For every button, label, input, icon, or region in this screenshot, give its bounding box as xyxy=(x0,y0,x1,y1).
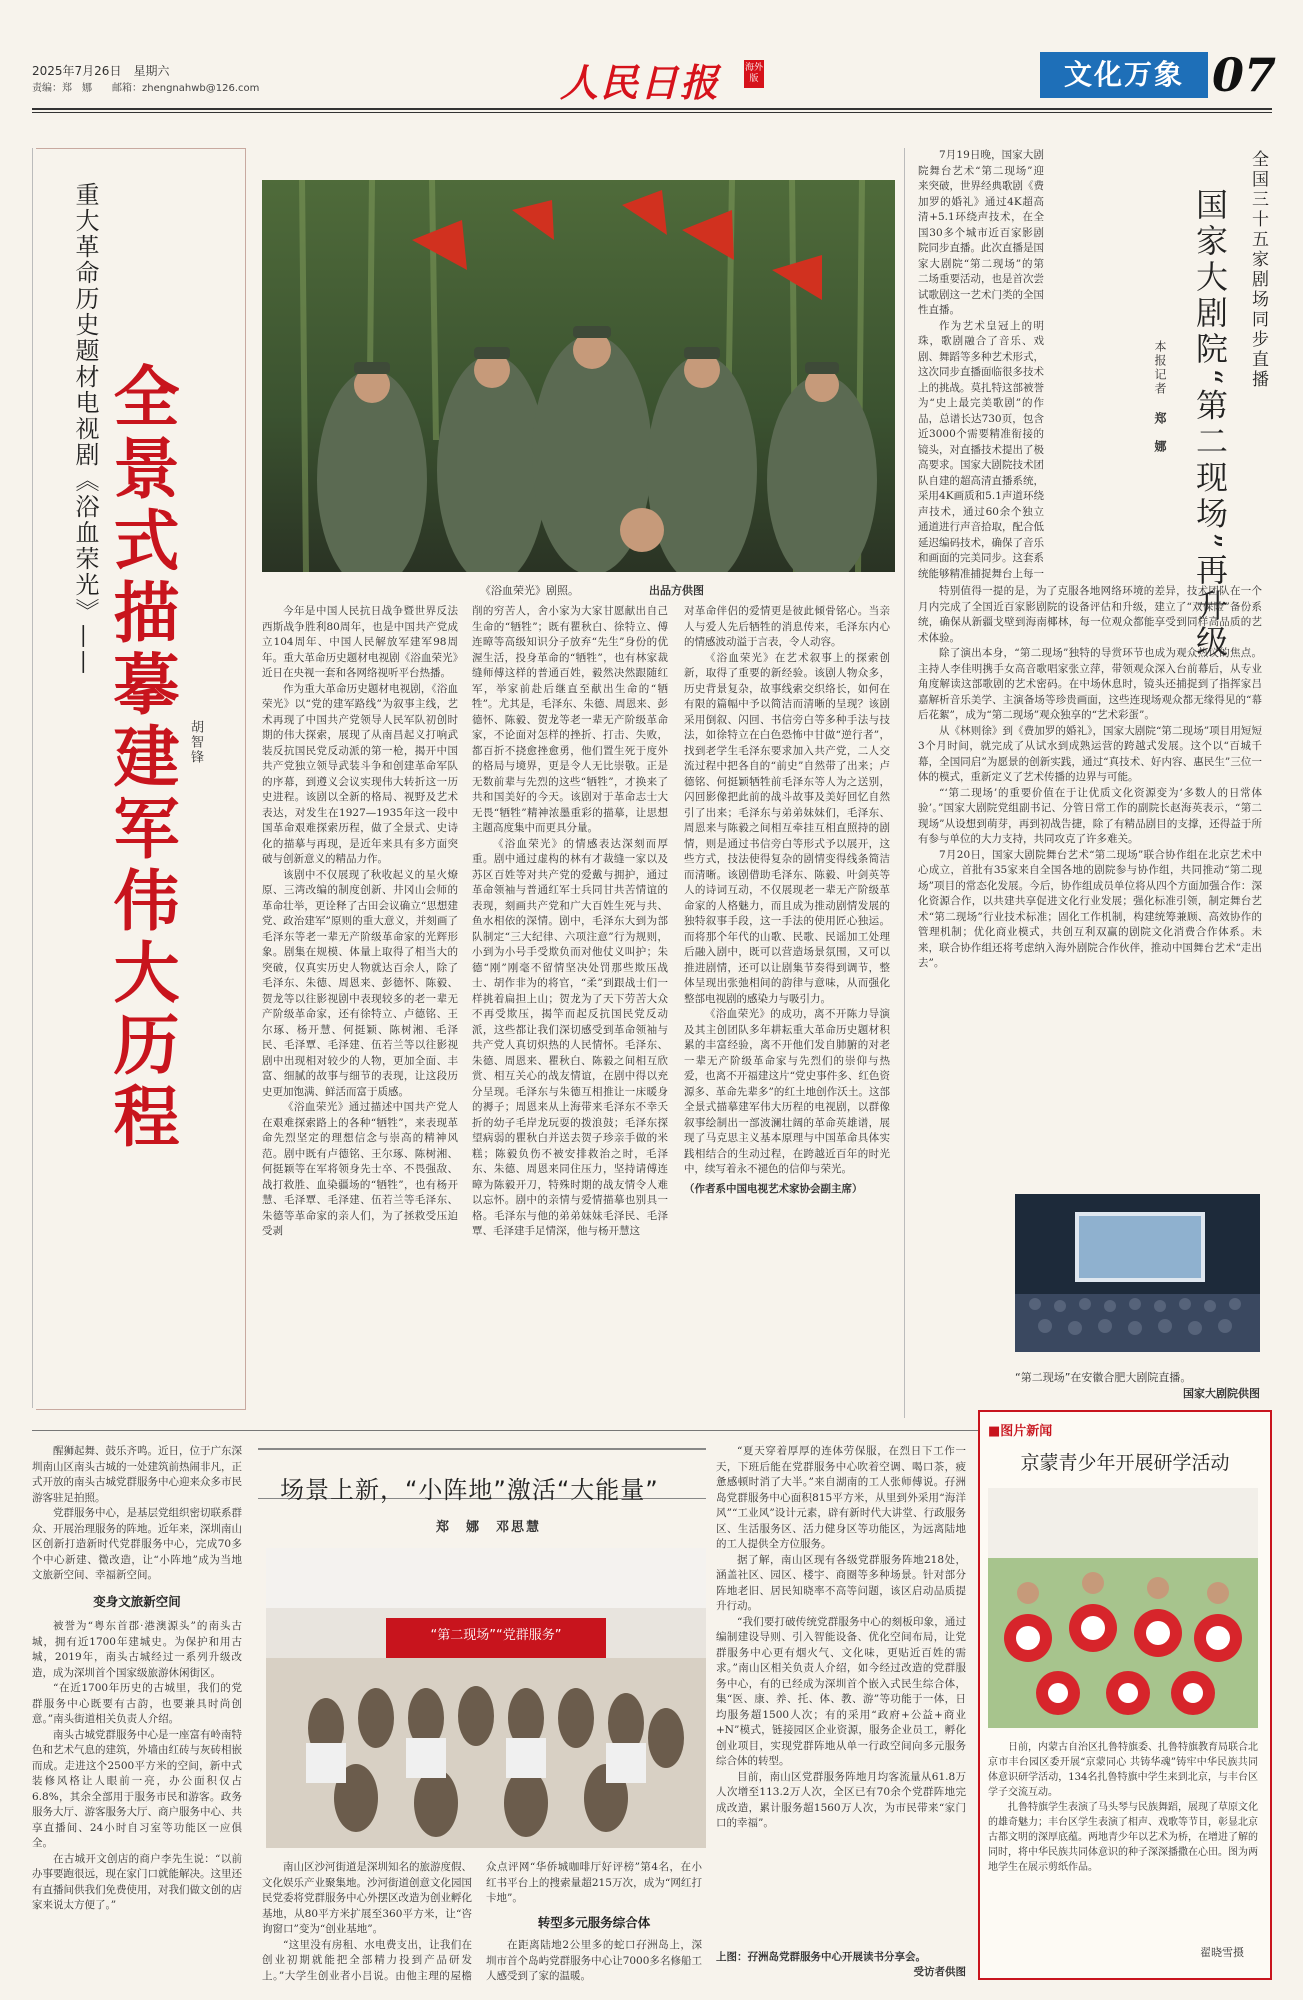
paragraph: 据了解，南山区现有各级党群服务阵地218处，涵盖社区、园区、楼宇、商圈等多种场景。针对部分阵地老旧、居民知晓率不高等问题，该区启动品质提升行动。 xyxy=(716,1553,966,1612)
paragraph: “在近1700年历史的古城里，我们的党群服务中心既要有古韵，也要兼具时尚创意。”南头街道相关负责人介绍。 xyxy=(32,1682,242,1725)
paragraph: 7月19日晚，国家大剧院舞台艺术“第二现场”迎来突破，世界经典歌剧《费加罗的婚礼》通过4K超高清+5.1环绕声技术，在全国30多个城市近百家影剧院同步直播。此次直播是国家大剧院“第二现场”的第二场重要活动，也是首次尝试歌剧这一艺术门类的全国性直播。 xyxy=(918,149,1044,316)
story3-subhead-1: 变身文旅新空间 xyxy=(93,1593,181,1609)
section-tab: 文化万象 xyxy=(1040,52,1208,98)
story2-kicker: 全国三十五家剧场同步直播 xyxy=(1248,150,1268,390)
paragraph: 《浴血荣光》在艺术叙事上的探索创新，取得了重要的新经验。该剧人物众多，历史背景复杂，故事线索交织络长，如何在有限的篇幅中予以简洁而清晰的呈现？该剧采用倒叙、闪回、书信旁白等多种手法与技法，如徐特立在白色恐怖中甘做“逆行者”，找到老学生毛泽东要求加入共产党，二人交流过程中把各自的“前史”自然带了出来；卢德铭、何挺颖牺牲前毛泽东等人为之送别，闪回影像把此前的战斗故事及美好回忆自然引了出来；毛泽东与弟弟妹妹们，毛泽东、周恩来与陈毅之间相互牵挂互相直照持的剧情，则是通过书信旁白等形式予以展开，这些方式，技法使得复杂的剧情变得线条简洁而清晰。该剧借助毛泽东、陈毅、叶剑英等人的诗词互动，不仅展现老一辈无产阶级革命家的人格魅力，而且成为推动剧情发展的独特叙事手段，这一手法的使用匠心独运。而将那个年代的山歌、民歌、民谣加工处理后融入剧中，既可以营造场景氛围，又可以推进剧情，还可以让剧集节奏得到调节，整体呈现出张弛相间的韵律与意味，从而强化整部电视剧的感染力与吸引力。 xyxy=(684,651,890,1005)
paragraph: 作为重大革命历史题材电视剧，《浴血荣光》以“党的建军路线”为叙事主线，艺术再现了中国共产党领导人民军队初创时期的伟大探索，展现了从南昌起义打响武装反抗国民党反动派的第一枪，揭开中国共产党独立领导武装斗争和创建革命军队的序幕，到遵义会议实现伟大转折这一历史进程。该剧以全新的格局、视野及艺术表达，对发生在1927—1935年这一段中国革命艰难探索历程，做了全景式、史诗化的描摹与再现，是近年来具有多方面突破与创新意义的精品力作。 xyxy=(262,682,458,865)
caption-credit: 国家大剧院供图 xyxy=(1183,1387,1260,1400)
story2-author xyxy=(1152,340,1169,454)
paragraph: 《浴血荣光》通过描述中国共产党人在艰难探索路上的各种“牺牲”，来表现革命先烈坚定的理想信念与崇高的精神风范。剧中既有卢德铭、王尔琢、陈树湘、何挺颖等在军将领身先士卒、不畏强敌、战打救胜、血染疆场的“牺牲”，也有杨开慧、毛泽覃、毛泽建、伍若兰等毛泽东、朱德等革命家的亲人们，为了拯救受压迫受剥 xyxy=(262,1101,458,1237)
story3-col4 xyxy=(716,1444,966,1944)
paragraph: 今年是中国人民抗日战争暨世界反法西斯战争胜利80周年，也是中国共产党成立104周年、中国人民解放军建军98周年。重大革命历史题材电视剧《浴血荣光》近日在央视一套和各网络视听平台热播。 xyxy=(262,605,458,679)
paragraph: “‘第二现场’的重要价值在于让优质文化资源变为‘多数人的日常体验’。”国家大剧院党组副书记、分管日常工作的副院长赵海英表示，“第二现场”从设想到萌芽，再到初战告捷，除了有精品剧目的支撑，还得益于所有参与单位的大力支持，共同攻克了许多难关。 xyxy=(918,786,1262,845)
paragraph: 对革命伴侣的爱情更是彼此倾骨铭心。当亲人与爱人先后牺牲的消息传来，毛泽东内心的情感波动溢于言表，令人动容。 xyxy=(684,605,890,648)
paragraph: “这里没有房租、水电费支出，让我们在创业初期就能把全部精力投到产品研发上。”大学生创业者小吕说。由他主理的屋檐 xyxy=(262,1938,472,1982)
story2-colB xyxy=(918,584,1262,1184)
paragraph: “夏天穿着厚厚的连体劳保服，在烈日下工作一天，下班后能在党群服务中心吹着空调、喝口茶，疲惫感顿时消了大半。”来自湖南的工人张师傅说。孖洲岛党群服务中心面积815平方米，从里到外采用“海洋风”“工业风”设计元素，辟有新时代大讲堂、行政服务区、生活服务区、活力健身区等功能区，为远离陆地的工人提供全方位服务。 xyxy=(716,1445,966,1550)
paragraph: 南头古城党群服务中心是一座富有岭南特色和艺术气息的建筑，外墙由红砖与灰砖相嵌而成。走进这个2500平方米的空间，新中式装修风格让人眼前一亮，办公面积仅占6.8%，其余全部用于服务市民和游客。政务服务大厅、游客服务大厅、商户服务中心、共享直播间、24小时自习室等功能区一应俱全。 xyxy=(32,1728,242,1849)
story1-col2 xyxy=(472,604,668,1416)
story1-title: 全景式描摹建军伟大历程 xyxy=(102,362,179,1154)
caption-credit: 出品方供图 xyxy=(649,584,704,597)
author-name: 郑 娜 xyxy=(1153,411,1167,454)
story1-kicker: 重大革命历史题材电视剧《浴血荣光》—— xyxy=(71,182,99,676)
picture-news-photo xyxy=(988,1488,1258,1728)
caption-text: “第二现场”在安徽合肥大剧院直播。 xyxy=(1015,1371,1192,1384)
masthead-date xyxy=(32,62,259,98)
story3-photo-caption xyxy=(716,1950,966,1980)
paragraph: 被誉为“粤东首郡·港澳源头”的南头古城，拥有近1700年建城史。为保护和用古城，2019年，南头古城经过一系列升级改造，成为深圳首个国家级旅游休闲街区。 xyxy=(32,1620,242,1679)
story2-title: 国家大剧院“第二现场”再升级 xyxy=(1191,188,1229,661)
paragraph: 削的穷苦人，舍小家为大家甘愿献出自己生命的“牺牲”；既有瞿秋白、徐特立、傅连暲等高级知识分子放弃“先生”身份的优渥生活，投身革命的“牺牲”，也有林家裁缝师傅这样的普通百姓，毅然决然跟随红军，举家前赴后继直至献出生命的“牺牲”。尤其是，毛泽东、朱德、周恩来、彭德怀、陈毅、贺龙等老一辈无产阶级革命家，不论面对怎样的挫折、打击、失败，都百折不挠愈挫愈勇，他们置生死于度外的格局与境界，更是令人无比崇敬。正是无数前辈与先烈的这些“牺牲”，才换来了共和国美好的今天。该剧对于革命志士大无畏“牺牲”精神浓墨重彩的描摹，让思想主题高度集中而更具分量。 xyxy=(472,605,668,834)
paragraph: 从《林则徐》到《费加罗的婚礼》，国家大剧院“第二现场”项目用短短3个月时间，就完成了从试水到成熟运营的跨越式发展。这个以“百城千幕，全国同启”为愿景的创新实践，通过“真技术、好内容、惠民生”三位一体的模式，重新定义了艺术传播的边界与可能。 xyxy=(918,724,1262,783)
story3-authors: 郑 娜 邓思慧 xyxy=(436,1520,542,1535)
story1-author: 胡智锋 xyxy=(188,720,203,765)
picture-news-title: 京蒙青少年开展研学活动 xyxy=(1020,1452,1230,1474)
photo-banner: “第二现场”“党群服务” xyxy=(430,1628,562,1643)
date-line: 2025年7月26日 星期六 xyxy=(32,64,170,78)
story2-photo xyxy=(1015,1194,1260,1352)
paragraph: 党群服务中心，是基层党组织密切联系群众、开展治理服务的阵地。近年来，深圳南山区创新打造新时代党群服务中心，完成70多个中心新建、微改造，让“小阵地”成为当地文旅新空间、幸福新空间。 xyxy=(32,1507,242,1581)
header-rule xyxy=(32,108,1272,110)
story3-col3 xyxy=(486,1860,702,1984)
story2-photo-caption xyxy=(1015,1370,1260,1402)
logo-badge: 海外版 xyxy=(744,60,764,88)
paragraph: 特别值得一提的是，为了克服各地网络环境的差异，技术团队在一个月内完成了全国近百家影剧院的设备评估和升级，建立了“双保险”备份系统，确保从新疆戈壁到海南椰林，每一位观众都能享受到同样高品质的艺术体验。 xyxy=(918,585,1262,644)
story3-col2 xyxy=(262,1860,472,1984)
caption-text: 《浴血荣光》剧照。 xyxy=(480,584,579,597)
paragraph: 作为艺术皇冠上的明珠，歌剧融合了音乐、戏剧、舞蹈等多种艺术形式，这次同步直播面临很多技术上的挑战。莫扎特这部被誉为“史上最完美歌剧”的作品，总谱长达730页，包含近3000个需要精准衔接的镜头，对直播技术提出了极高要求。国家大剧院技术团队自建的超高清直播系统，采用4K画质和5.1声道环绕声技术，通过60余个独立通道进行声音拾取，配合低延迟编码技术，确保了音乐和画面的完美同步。这套系统能够精准捕捉舞台上每一 xyxy=(918,319,1044,580)
story1-photo-caption xyxy=(480,582,704,598)
paragraph: 在古城开文创店的商户李先生说：“以前办事要跑很远，现在家门口就能解决。这里还有直播间供我们免费使用，对我们做文创的店家来说太方便了。” xyxy=(32,1852,242,1911)
left-border xyxy=(32,148,33,1408)
paragraph: 醒狮起舞、鼓乐齐鸣。近日，位于广东深圳南山区南头古城的一处建筑前热闹非凡，正式开放的南头古城党群服务中心迎来众多市民游客驻足拍照。 xyxy=(32,1445,242,1504)
editor-line: 责编：郑 娜 邮箱：zhengnahwb@126.com xyxy=(32,83,260,94)
author-label: 本报记者 xyxy=(1153,340,1167,396)
story3-subhead-2: 转型多元服务综合体 xyxy=(537,1914,651,1930)
paragraph: 《浴血荣光》的成功，离不开陈力导演及其主创团队多年耕耘重大革命历史题材积累的丰富经验，离不开他们发自肺腑的对老一辈无产阶级革命家与先烈们的崇仰与热爱，也离不开福建这片“党史事件多、红色资源多、革命先辈多”的红土地创作沃土。这部全景式描摹建军伟大历程的电视剧，以群像叙事绘制出一部波澜壮阔的革命英雄谱，展现了马克思主义基本原理与中国革命具体实践相结合的生动过程，在跨越近百年的时光中，续写着永不褪色的信仰与荣光。 xyxy=(684,1008,890,1175)
paragraph: 除了演出本身，“第二现场”独特的导赏环节也成为观众热议的焦点。主持人李佳明携手女高音歌唱家张立萍，带领观众深入台前幕后，从专业角度解读这部歌剧的艺术密码。在中场休息时，镜头还捕捉到了指挥家吕嘉解析音乐美学、主演备场等珍贵画面，这些连现场观众都无缘得见的“幕后花絮”，成为“第二现场”观众独享的“艺术彩蛋”。 xyxy=(918,647,1262,721)
story1-col1 xyxy=(262,604,458,1416)
section-divider xyxy=(32,1430,992,1431)
paragraph: 在距离陆地2公里多的蛇口孖洲岛上，深圳市首个岛屿党群服务中心让7000多名修船工人感受到了家的温暖。 xyxy=(486,1939,702,1982)
story3-title: 场景上新，“小阵地”激活“大能量” xyxy=(280,1476,659,1504)
paragraph: 南山区沙河街道是深圳知名的旅游度假、文化娱乐产业聚集地。沙河街道创意文化园国民党委将党群服务中心外摆区改造为创业孵化基地，从80平方米扩展至360平方米，让“咨询窗口”变为“创业基地”。 xyxy=(262,1861,472,1935)
caption-credit: 受访者供图 xyxy=(913,1966,966,1978)
paragraph: 日前，内蒙古自治区扎鲁特旗委、扎鲁特旗教育局联合北京市丰台园区委开展“京蒙同心 共铸华魂”铸牢中华民族共同体意识研学活动，134名扎鲁特旗中学生来到北京，与丰台区学子交流互动。 xyxy=(988,1742,1258,1798)
story1-photo xyxy=(262,180,895,572)
story2-colA xyxy=(918,148,1044,580)
picture-news-tag: ■图片新闻 xyxy=(988,1424,1053,1439)
newspaper-logo: 人民日报 xyxy=(560,60,721,105)
paragraph: “我们要打破传统党群服务中心的刻板印象，通过编制建设导则、引入智能设备、优化空间布局，让党群服务中心更有烟火气、文化味，更贴近百姓的需求。”南山区相关负责人介绍，如今经过改造的党群服务中心，有的已经成为深圳首个嵌入式民生综合体，集“医、康、养、托、体、教、游”等功能于一体，日均服务超1500人次；有的采用“政府+公益+商业+N”模式，链接园区企业资源，服务企业员工，孵化创业项目，实现党群阵地从单一行政空间向多元服务综合体的转型。 xyxy=(716,1615,966,1767)
header-rule-thin xyxy=(32,112,1272,113)
paragraph: 扎鲁特旗学生表演了马头琴与民族舞蹈，展现了草原文化的雄奇魅力；丰台区学生表演了相声、戏歌等节目，彰显北京古都文明的深厚底蕴。两地青少年以艺术为桥，在增进了解的同时，将中华民族共同体意识的种子深深播撒在心田。图为两地学生在展示剪纸作品。 xyxy=(988,1802,1258,1873)
paragraph: 《浴血荣光》的情感表达深刻而厚重。剧中通过虚构的林有才裁缝一家以及苏区百姓等对共产党的爱戴与拥护，通过革命领袖与普通红军士兵同甘共苦情谊的表现，刻画共产党和广大百姓生死与共、鱼水相依的深情。剧中，毛泽东大到为部队制定“三大纪律、六项注意”行为规则，小到为小号手受欺负而对他仗义叫护；朱德“刚”刚毫不留情坚决处罚那些欺压战士、胡作非为的将官，“柔”到跟战士们一样挑着扁担上山；贺龙为了天下劳苦大众不再受欺压，揭竿而起反抗国民党反动派，这些都让我们深切感受到革命领袖与共产党人真切炽热的人民情怀。毛泽东、朱德、周恩来、瞿秋白、陈毅之间相互欣赏、相互关心的战友情谊，在剧中得以充分呈现。毛泽东与朱德互相推让一床暖身的褥子；周恩来从上海带来毛泽东不幸夭折的幼子毛岸龙玩耍的拨浪鼓；毛泽东探望病弱的瞿秋白并送去贺子珍亲手做的米糕；陈毅负伤不被安排救治之时，毛泽东、朱德、周恩来同住压力，坚持请傅连暲为陈毅开刀，特殊时期的战友情令人难以忘怀。剧中的亲情与爱情描摹也别具一格。毛泽东与他的弟弟妹妹毛泽民、毛泽覃、毛泽建手足情深，他与杨开慧这 xyxy=(472,837,668,1237)
story3-photo xyxy=(266,1548,706,1848)
page-number: 07 xyxy=(1212,48,1277,102)
paragraph: 目前，南山区党群服务阵地月均客流量从61.8万人次增至113.2万人次，全区已有70余个党群阵地完成改造，累计服务超1560万人次，为市民带来“家门口的幸福”。 xyxy=(716,1770,966,1829)
paragraph: 该剧中不仅展现了秋收起义的星火燎原、三湾改编的制度创新、井冈山会师的革命壮举，更诠释了古田会议确立“思想建党、政治建军”原则的重大意义，并刻画了毛泽东等老一辈无产阶级革命家的光辉形象。剧集在规模、体量上取得了相当大的突破，仅真实历史人物就达百余人，除了毛泽东、朱德、周恩来、彭德怀、陈毅、贺龙等以往影视剧中表现较多的老一辈无产阶级革命家，还有徐特立、卢德铭、王尔琢、杨开慧、何挺颖、陈树湘、毛泽民、毛泽覃、毛泽建、伍若兰等以往影视剧中出现相对较少的人物，更加全面、丰富、细腻的故事与细节的表现，让这段历史更加饱满、鲜活而富于质感。 xyxy=(262,868,458,1098)
paragraph: 众点评网“华侨城咖啡厅好评榜”第4名，在小红书平台上的搜索量超215万次，成为“网红打卡地”。 xyxy=(486,1861,702,1904)
picture-news-text xyxy=(988,1740,1258,1875)
author-note: （作者系中国电视艺术家协会副主席） xyxy=(684,1182,863,1195)
caption-text: 上图：孖洲岛党群服务中心开展读书分享会。 xyxy=(716,1951,926,1963)
picture-news-credit: 翟晓雪摄 xyxy=(1200,1946,1244,1959)
story3-col1 xyxy=(32,1444,242,1984)
story1-col3 xyxy=(684,604,890,1416)
paragraph: 7月20日，国家大剧院舞台艺术“第二现场”联合协作组在北京艺术中心成立，首批有35家来自全国各地的剧院参与协作组，共同推动“第二现场”项目的常态化发展。今后，协作组成员单位将从四个方面加强合作：深化资源合作，以共建共享促进文化行业发展；强化标准引领，制定舞台艺术“第二现场”行业技术标准；固化工作机制，构建统筹兼顾、高效协作的管理机制；优化商业模式，共创互利双赢的剧院文化消费合作体系。未来，联合协作组还将考虑纳入海外剧院合作伙伴，推动中国舞台艺术“走出去”。 xyxy=(918,848,1262,969)
column-divider xyxy=(904,148,905,1418)
